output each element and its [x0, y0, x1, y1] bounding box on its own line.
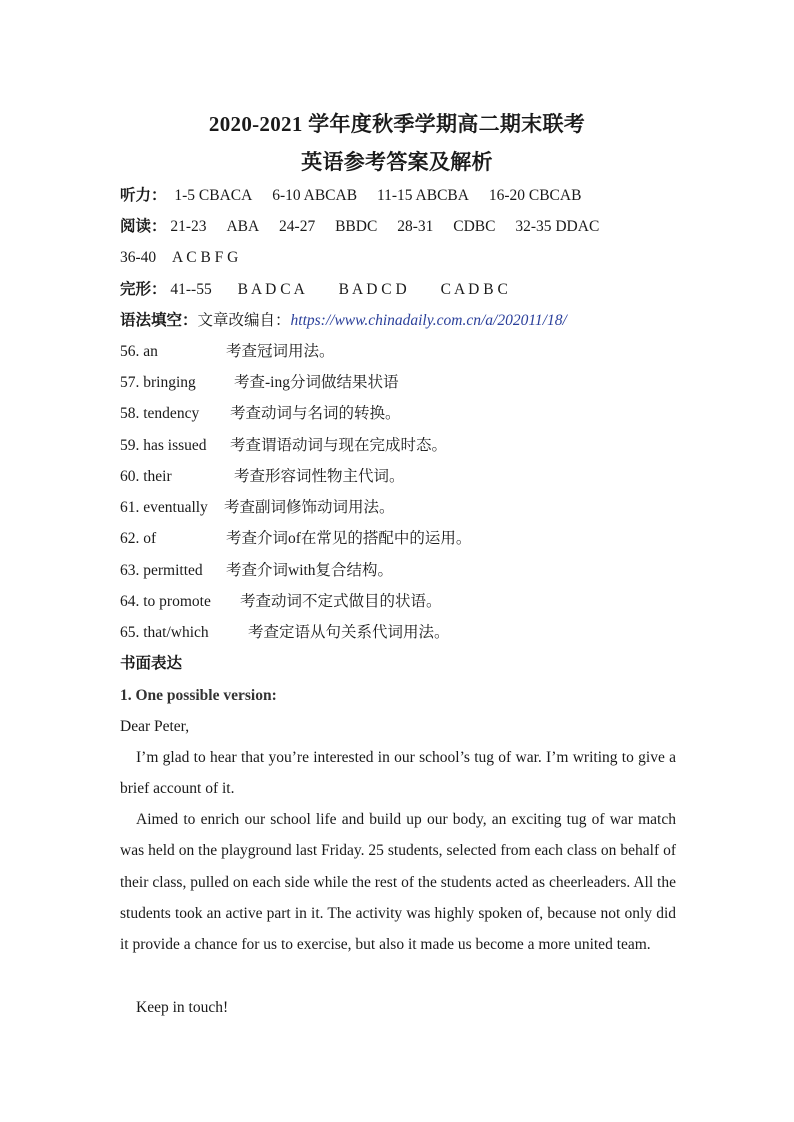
- listening-label: 听力：: [120, 187, 167, 204]
- grammar-label: 语法填空：: [120, 312, 198, 329]
- answer-row: [120, 623, 209, 643]
- answer-note: 考查-ing分词做结果状语: [234, 374, 399, 391]
- answer-row: [120, 467, 172, 487]
- cloze-answers: [120, 280, 508, 300]
- answer-row: [120, 342, 158, 362]
- answer-number: 62.: [120, 530, 140, 547]
- reading-answers-line2: [120, 248, 238, 268]
- answer-note: 考查副词修饰动词用法。: [224, 499, 395, 516]
- answer-note: 考查介词of在常见的搭配中的运用。: [226, 530, 472, 547]
- answer-number: 59.: [120, 437, 140, 454]
- cloze-label: 完形：: [120, 281, 167, 298]
- letter-greeting: Dear Peter,: [120, 718, 190, 735]
- cloze-group: C A D B C: [440, 281, 508, 298]
- reading-range: 28-31: [397, 218, 434, 235]
- answer-note: 考查谓语动词与现在完成时态。: [230, 437, 448, 454]
- reading-group: CDBC: [453, 218, 496, 235]
- letter-closing: Keep in touch!: [136, 999, 229, 1016]
- answer-row: [120, 498, 208, 518]
- answer-note: 考查冠词用法。: [226, 343, 335, 360]
- letter-paragraph-1-text: I’m glad to hear that you’re interested in our school’s tug of war. I’m writing to give a brief account of it.: [120, 749, 676, 798]
- reading-label: 阅读：: [120, 218, 167, 235]
- letter-paragraph-2: [120, 804, 676, 960]
- listening-group: 16-20 CBCAB: [488, 187, 582, 204]
- listening-group: 1-5 CBACA: [174, 187, 253, 204]
- answer-row: [120, 592, 211, 612]
- cloze-group: B A D C D: [338, 281, 407, 298]
- answer-note: 考查介词with复合结构。: [226, 562, 394, 579]
- answer-row: [120, 436, 207, 456]
- answer-word: tendency: [143, 405, 200, 422]
- document-subtitle: 英语参考答案及解析: [301, 150, 493, 174]
- listening-group: 6-10 ABCAB: [272, 187, 358, 204]
- writing-label: 书面表达: [120, 655, 183, 672]
- answer-number: 61.: [120, 499, 140, 516]
- grammar-source-prefix: 文章改编自：: [197, 312, 291, 329]
- answer-note: 考查定语从句关系代词用法。: [248, 624, 450, 641]
- answer-number: 64.: [120, 593, 140, 610]
- answer-word: their: [143, 468, 172, 485]
- answer-note: 考查动词与名词的转换。: [230, 405, 401, 422]
- reading-group: BBDC: [335, 218, 378, 235]
- answer-number: 57.: [120, 374, 140, 391]
- cloze-range: 41--55: [170, 281, 212, 298]
- reading-range: 21-23: [170, 218, 207, 235]
- answer-note: 考查动词不定式做目的状语。: [240, 593, 442, 610]
- answer-word: an: [143, 343, 158, 360]
- answer-row: [120, 373, 196, 393]
- reading-range: 24-27: [279, 218, 316, 235]
- grammar-header: [120, 311, 567, 331]
- reading-group: A C B F G: [172, 249, 239, 266]
- answer-number: 60.: [120, 468, 140, 485]
- answer-row: [120, 404, 199, 424]
- listening-answers: [120, 186, 581, 206]
- answer-note: 考查形容词性物主代词。: [234, 468, 405, 485]
- writing-version: 1. One possible version:: [120, 687, 277, 704]
- answer-word: of: [143, 530, 157, 547]
- answer-word: bringing: [143, 374, 196, 391]
- answer-word: permitted: [143, 562, 203, 579]
- reading-answers-line1: [120, 217, 599, 237]
- answer-word: to promote: [143, 593, 211, 610]
- answer-word: has issued: [143, 437, 207, 454]
- cloze-group: B A D C A: [237, 281, 305, 298]
- answer-row: [120, 561, 203, 581]
- reading-group: 32-35 DDAC: [515, 218, 600, 235]
- document-title: 2020-2021 学年度秋季学期高二期末联考: [208, 112, 586, 136]
- answer-row: [120, 529, 156, 549]
- reading-group: ABA: [226, 218, 260, 235]
- answer-word: eventually: [143, 499, 208, 516]
- reading-range: 36-40: [120, 249, 157, 266]
- answer-number: 65.: [120, 624, 140, 641]
- answer-number: 63.: [120, 562, 140, 579]
- grammar-source-link[interactable]: https://www.chinadaily.com.cn/a/202011/18/: [290, 312, 567, 329]
- letter-paragraph-2-text: Aimed to enrich our school life and build up our body, an exciting tug of war match was held on the playground last Friday. 25 students, selected from each class on behalf of their class, pulled on each side while the rest of the students acted as cheerleaders. All the students took an active part in it. The activity was highly spoken of, because not only did it provide a chance for us to exercise, but also it made us become a more united team.: [120, 811, 676, 954]
- answer-word: that/which: [143, 624, 209, 641]
- listening-group: 11-15 ABCBA: [376, 187, 469, 204]
- letter-paragraph-1: [120, 742, 676, 805]
- answer-number: 58.: [120, 405, 140, 422]
- answer-number: 56.: [120, 343, 140, 360]
